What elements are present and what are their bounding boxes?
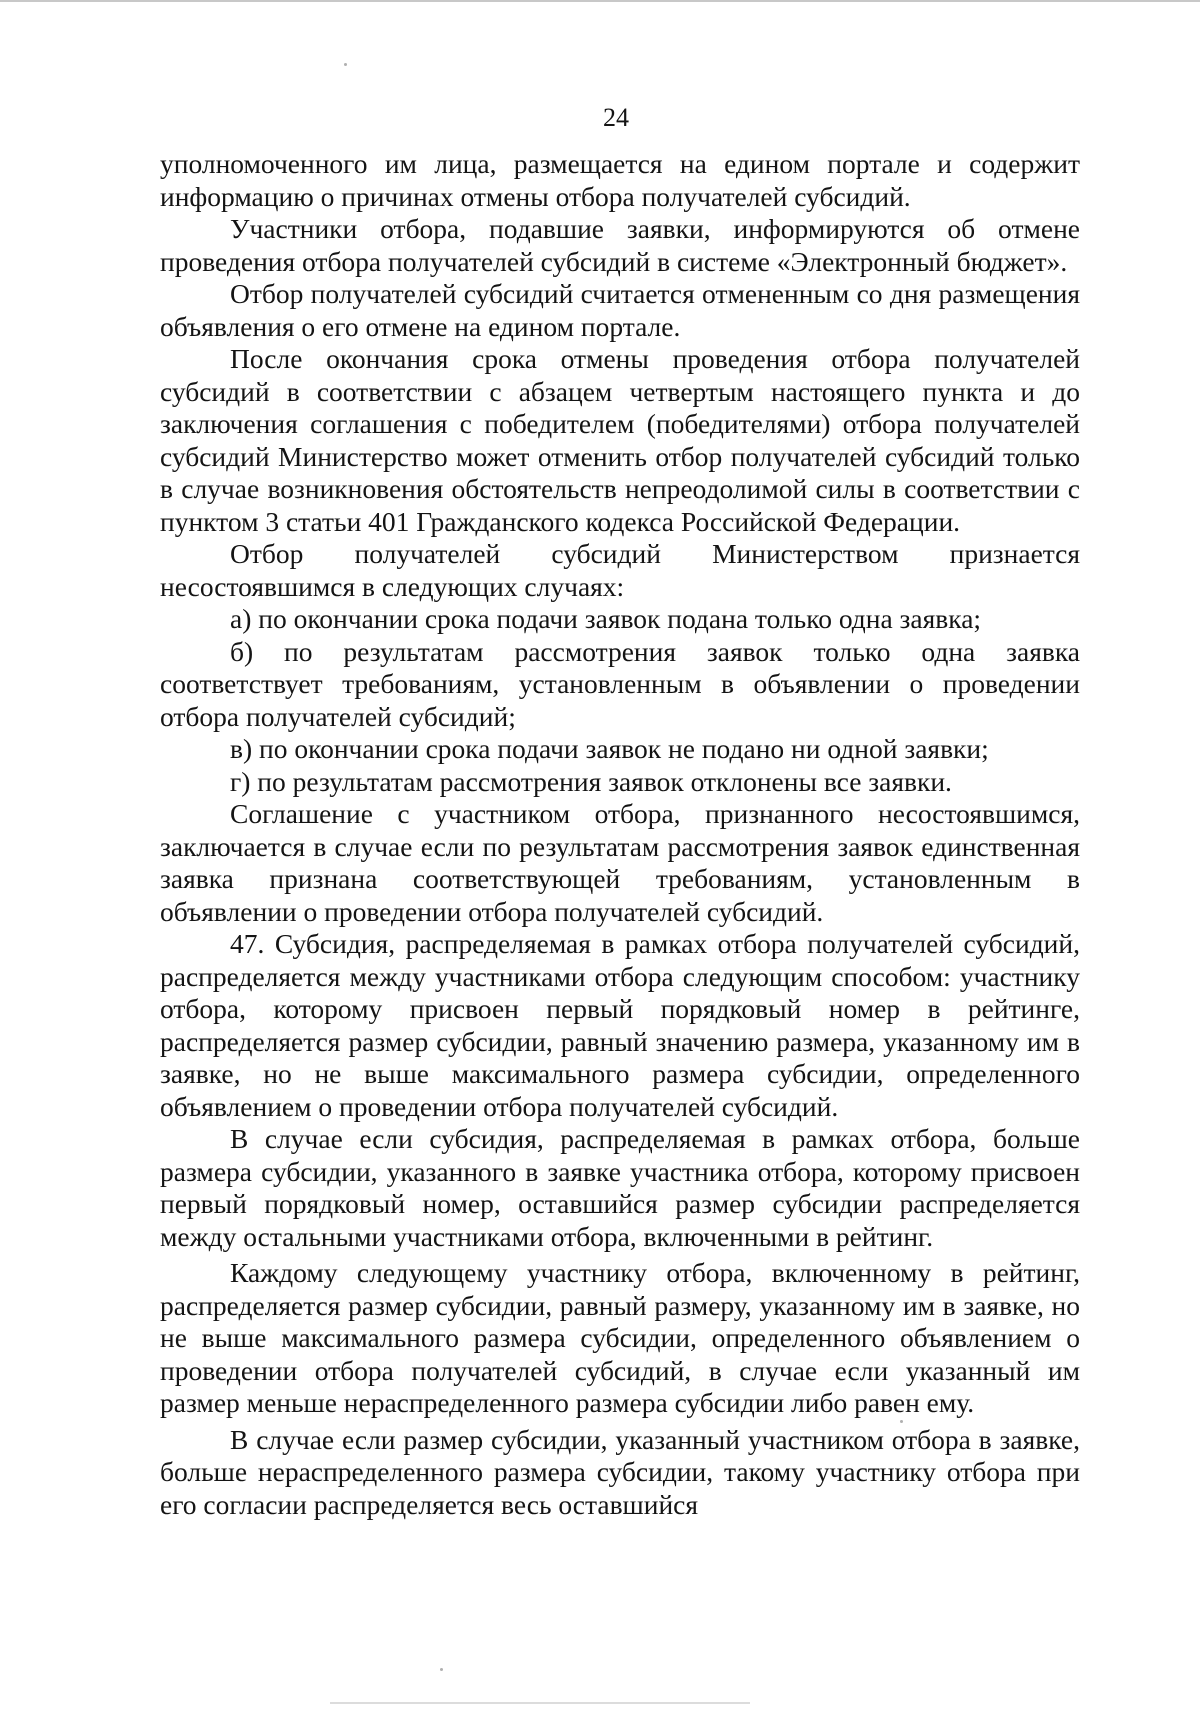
list-item-a: а) по окончании срока подачи заявок подана только одна заявка;: [230, 603, 982, 634]
paragraph: В случае если размер субсидии, указанный участником отбора в заявке, больше нераспределенного размера субсидии, такому участнику отбора при его согласии распределяется весь оставшийся: [160, 1423, 1080, 1520]
page-number: 24: [603, 103, 629, 132]
scan-speck: [344, 63, 347, 66]
paragraph-continuation: уполномоченного им лица, размещается на едином портале и содержит информацию о причинах отмены отбора получателей субсидий.: [160, 148, 1080, 212]
list-item-b: б) по результатам рассмотрения заявок только одна заявка соответствует требованиям, установленным в объявлении о проведении отбора получателей субсидий;: [160, 635, 1080, 732]
scan-speck: [440, 1668, 443, 1671]
list-item-g: г) по результатам рассмотрения заявок отклонены все заявки.: [230, 765, 952, 797]
list-item-v: в) по окончании срока подачи заявок не подано ни одной заявки;: [230, 733, 989, 764]
paragraph: Соглашение с участником отбора, признанного несостоявшимся, заключается в случае если по результатам рассмотрения заявок единственная заявка признана соответствующей требованиям, установленным в объявлении о проведении отбора получателей субсидий.: [160, 798, 1080, 927]
scan-top-edge: [0, 0, 1200, 2]
paragraph: Участники отбора, подавшие заявки, информируются об отмене проведения отбора получателей субсидий в системе «Электронный бюджет».: [160, 213, 1080, 277]
scan-bottom-edge: [330, 1702, 750, 1704]
paragraph: Каждому следующему участнику отбора, включенному в рейтинг, распределяется размер субсидии, равный размеру, указанному им в заявке, но не выше максимального размера субсидии, определенного объявлением о проведении отбора получателей субсидий, в случае если указанный им размер меньше нераспределенного размера субсидии либо равен ему.: [160, 1257, 1080, 1418]
paragraph-clause-47: 47. Субсидия, распределяемая в рамках отбора получателей субсидий, распределяется между участниками отбора следующим способом: участнику отбора, которому присвоен первый порядковый номер в рейтинге, распределяется размер субсидии, равный значению размера, указанному им в заявке, но не выше максимального размера субсидии, определенного объявлением о проведении отбора получателей субсидий.: [160, 928, 1080, 1122]
document-body: [160, 148, 1080, 1521]
paragraph: Отбор получателей субсидий считается отмененным со дня размещения объявления о его отмене на едином портале.: [160, 278, 1080, 342]
scan-speck: [900, 1420, 903, 1423]
paragraph: В случае если субсидия, распределяемая в рамках отбора, больше размера субсидии, указанного в заявке участника отбора, которому присвоен первый порядковый номер, оставшийся размер субсидии распределяется между остальными участниками отбора, включенными в рейтинг.: [160, 1123, 1080, 1252]
paragraph: Отбор получателей субсидий Министерством признается несостоявшимся в следующих случаях:: [160, 538, 1080, 602]
paragraph: После окончания срока отмены проведения отбора получателей субсидий в соответствии с абзацем четвертым настоящего пункта и до заключения соглашения с победителем (победителями) отбора получателей субсидий Министерство может отменить отбор получателей субсидий только в случае возникновения обстоятельств непреодолимой силы в соответствии с пунктом 3 статьи 401 Гражданского кодекса Российской Федерации.: [160, 343, 1080, 537]
